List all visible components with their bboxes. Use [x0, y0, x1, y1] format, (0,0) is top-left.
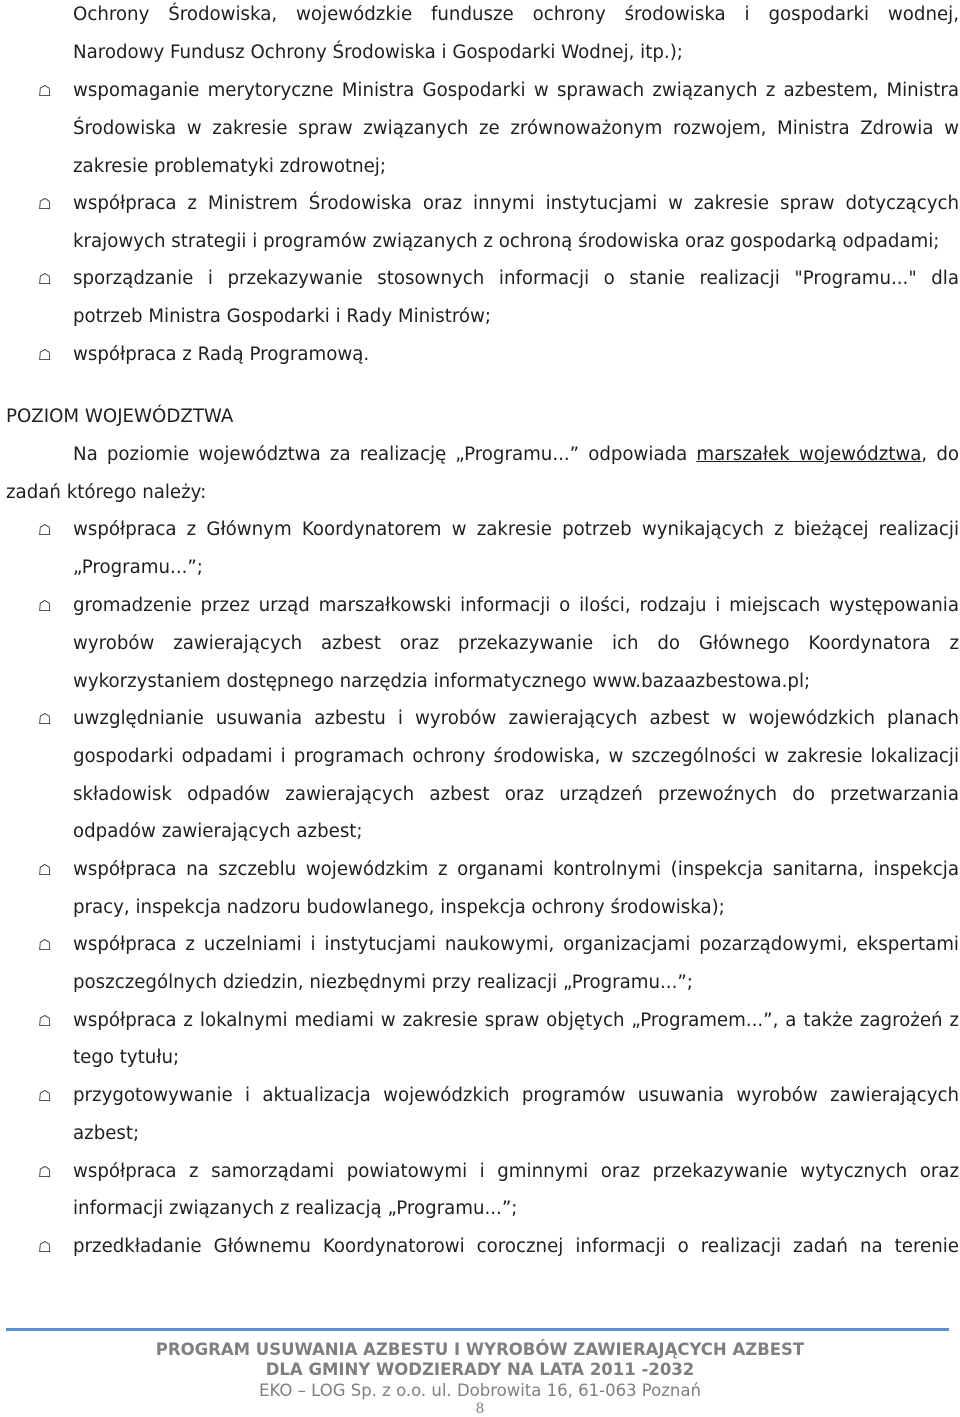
bullet-icon: ☖: [38, 1087, 52, 1105]
list-item-line: przedkładanie Głównemu Koordynatorowi corocznej informacji o realizacji zadań na terenie: [73, 1236, 959, 1257]
bullet-icon: ☖: [38, 82, 52, 100]
bullet-icon: ☖: [38, 195, 52, 213]
footer-address: EKO – LOG Sp. z o.o. ul. Dobrowita 16, 61-063 Poznań: [259, 1381, 701, 1400]
list-item-line: zakresie problematyki zdrowotnej;: [73, 156, 386, 177]
bullet-icon: ☖: [38, 710, 52, 728]
page-number: 8: [475, 1401, 485, 1417]
list-item-line: azbest;: [73, 1123, 140, 1144]
paragraph-line: Ochrony Środowiska, wojewódzkie fundusze ochrony środowiska i gospodarki wodnej,: [73, 4, 959, 25]
bullet-icon: ☖: [38, 861, 52, 879]
bullet-icon: ☖: [38, 1163, 52, 1181]
bullet-icon: ☖: [38, 936, 52, 954]
bullet-icon: ☖: [38, 346, 52, 364]
intro-line: [73, 443, 959, 467]
bullet-icon: ☖: [38, 521, 52, 539]
list-item-line: krajowych strategii i programów związanych z ochroną środowiska oraz gospodarką odpadami;: [73, 231, 940, 252]
list-item-line: wykorzystaniem dostępnego narzędzia informatycznego www.bazaazbestowa.pl;: [73, 671, 811, 692]
section-heading: POZIOM WOJEWÓDZTWA: [6, 406, 234, 427]
list-item-line: wyrobów zawierających azbest oraz przekazywanie ich do Głównego Koordynatora z: [73, 633, 959, 654]
bullet-icon: ☖: [38, 270, 52, 288]
list-item-line: współpraca z samorządami powiatowymi i gminnymi oraz przekazywanie wytycznych oraz: [73, 1161, 959, 1182]
list-item-line: informacji związanych z realizacją „Programu...”;: [73, 1198, 518, 1219]
list-item-line: współpraca z uczelniami i instytucjami naukowymi, organizacjami pozarządowymi, ekspertami: [73, 934, 959, 955]
list-item-line: współpraca na szczeblu wojewódzkim z organami kontrolnymi (inspekcja sanitarna, inspekcja: [73, 859, 959, 880]
footer-title-line: DLA GMINY WODZIERADY NA LATA 2011 -2032: [265, 1360, 695, 1379]
list-item-line: Środowiska w zakresie spraw związanych ze zrównoważonym rozwojem, Ministra Zdrowia w: [73, 118, 959, 139]
list-item-line: wspomaganie merytoryczne Ministra Gospodarki w sprawach związanych z azbestem, Ministra: [73, 80, 959, 101]
paragraph-line: Narodowy Fundusz Ochrony Środowiska i Gospodarki Wodnej, itp.);: [73, 42, 683, 63]
bullet-icon: ☖: [38, 1012, 52, 1030]
list-item-line: przygotowywanie i aktualizacja wojewódzkich programów usuwania wyrobów zawierających: [73, 1085, 959, 1106]
list-item-line: poszczególnych dziedzin, niezbędnymi przy realizacji „Programu...”;: [73, 972, 693, 993]
list-item-line: gromadzenie przez urząd marszałkowski informacji o ilości, rodzaju i miejscach występowania: [73, 595, 959, 616]
intro-underlined-text: marszałek województwa: [696, 444, 922, 465]
list-item-line: współpraca z Głównym Koordynatorem w zakresie potrzeb wynikających z bieżącej realizacji: [73, 519, 959, 540]
bullet-icon: ☖: [38, 1238, 52, 1256]
list-item-line: uwzględnianie usuwania azbestu i wyrobów zawierających azbest w wojewódzkich planach: [73, 708, 959, 729]
list-item-line: pracy, inspekcja nadzoru budowlanego, inspekcja ochrony środowiska);: [73, 897, 725, 918]
list-item-line: gospodarki odpadami i programach ochrony środowiska, w szczególności w zakresie lokalizacji: [73, 746, 959, 767]
intro-text: Na poziomie województwa za realizację „Programu...” odpowiada: [73, 444, 697, 465]
list-item-line: potrzeb Ministra Gospodarki i Rady Ministrów;: [73, 306, 492, 327]
list-item-line: „Programu...”;: [73, 557, 203, 578]
intro-line: zadań którego należy:: [6, 482, 207, 503]
list-item-line: współpraca z Radą Programową.: [73, 344, 370, 365]
list-item-line: odpadów zawierających azbest;: [73, 821, 363, 842]
footer-title-line: PROGRAM USUWANIA AZBESTU I WYROBÓW ZAWIERAJĄCYCH AZBEST: [155, 1340, 805, 1359]
footer-divider: [6, 1328, 949, 1331]
list-item-line: składowisk odpadów zawierających azbest oraz urządzeń przewoźnych do przetwarzania: [73, 784, 959, 805]
list-item-line: współpraca z lokalnymi mediami w zakresie spraw objętych „Programem...”, a także zagrożeń z: [73, 1010, 959, 1031]
list-item-line: sporządzanie i przekazywanie stosownych informacji o stanie realizacji "Programu..." dla: [73, 268, 959, 289]
intro-text-end: , do: [921, 444, 959, 465]
list-item-line: tego tytułu;: [73, 1047, 180, 1068]
bullet-icon: ☖: [38, 597, 52, 615]
list-item-line: współpraca z Ministrem Środowiska oraz innymi instytucjami w zakresie spraw dotyczących: [73, 193, 959, 214]
